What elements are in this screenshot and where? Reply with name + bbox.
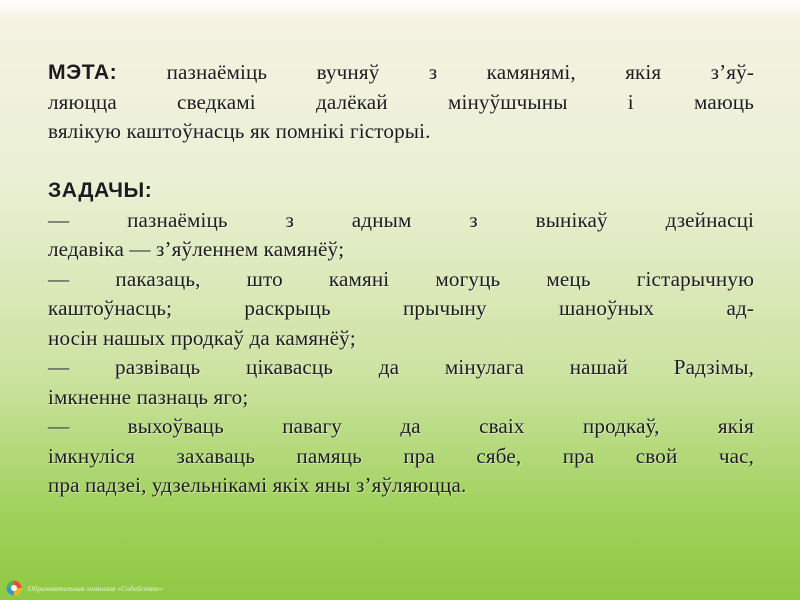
task-line-2: ледавіка — з’яўленнем камянёў;	[48, 237, 345, 261]
task-line-10: пра падзеі, удзельнікамі якіх яны з’яўляюцца.	[48, 473, 467, 497]
school-logo-icon	[6, 580, 22, 596]
task-line-8: — выхоўваць павагу да сваіх продкаў, якія	[48, 414, 754, 438]
slide-top-band	[0, 0, 800, 20]
task-line-4: каштоўнасць; раскрыць прычыну шаноўных ад-	[48, 296, 754, 320]
slide-footer	[0, 576, 164, 600]
tasks-label: ЗАДАЧЫ:	[48, 179, 153, 202]
task-line-1: — пазнаёміць з адным з вынікаў дзейнасці	[48, 207, 754, 232]
goal-line-1	[48, 58, 754, 88]
task-line-9: імкнуліся захаваць памяць пра сябе, пра свой час,	[48, 443, 754, 468]
task-line-7: імкненне пазнаць яго;	[48, 384, 249, 409]
goal-line-3: вялікую каштоўнасць як помнікі гісторыі.	[48, 119, 431, 143]
goal-text-1: пазнаёміць вучняў з камянямі, якія з’яў-	[166, 60, 754, 84]
footer-text: Образовательная гимназия «Содействие»	[28, 583, 164, 593]
section-spacer	[48, 147, 754, 177]
task-line-5: носін нашых продкаў да камянёў;	[48, 325, 356, 350]
goal-label: МЭТА:	[48, 61, 118, 84]
slide-text-block	[48, 58, 754, 501]
goal-line-2: ляюцца сведкамі далёкай мінуўшчыны і маюць	[48, 89, 754, 114]
task-line-3: — паказаць, што камяні могуць мець гістарычную	[48, 266, 754, 291]
task-line-6: — развіваць цікавасць да мінулага нашай Радзімы,	[48, 355, 754, 379]
